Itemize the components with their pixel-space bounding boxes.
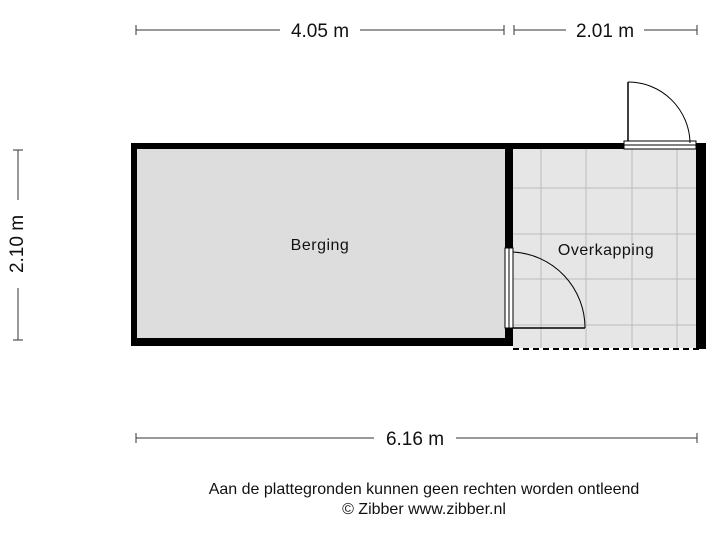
- dimension-label-bottom: 6.16 m: [385, 429, 445, 450]
- dimension-label-left: 2.10 m: [7, 214, 29, 274]
- dimension-left: [7, 150, 28, 340]
- canopy-top-wall: [505, 143, 624, 149]
- door-top: [624, 82, 696, 149]
- partition-wall-lower: [505, 328, 513, 346]
- footer: [0, 480, 720, 520]
- dimension-top-right: [514, 21, 697, 42]
- dimension-label-top-right: 2.01 m: [575, 21, 635, 42]
- partition-wall-upper: [505, 143, 513, 248]
- canopy-right-wall: [696, 143, 706, 349]
- room-storage: [131, 143, 511, 346]
- door-top-swing-arc: [628, 82, 690, 143]
- dimension-label-top-left: 4.05 m: [290, 21, 350, 42]
- footer-copyright: © Zibber www.zibber.nl: [342, 501, 506, 518]
- dimension-top-left: [136, 21, 504, 42]
- footer-disclaimer: Aan de plattegronden kunnen geen rechten worden ontleend: [208, 481, 640, 498]
- room-label-storage: Berging: [290, 237, 350, 254]
- room-canopy: [513, 149, 696, 348]
- room-label-canopy: Overkapping: [557, 242, 655, 259]
- dimension-bottom: [136, 429, 697, 450]
